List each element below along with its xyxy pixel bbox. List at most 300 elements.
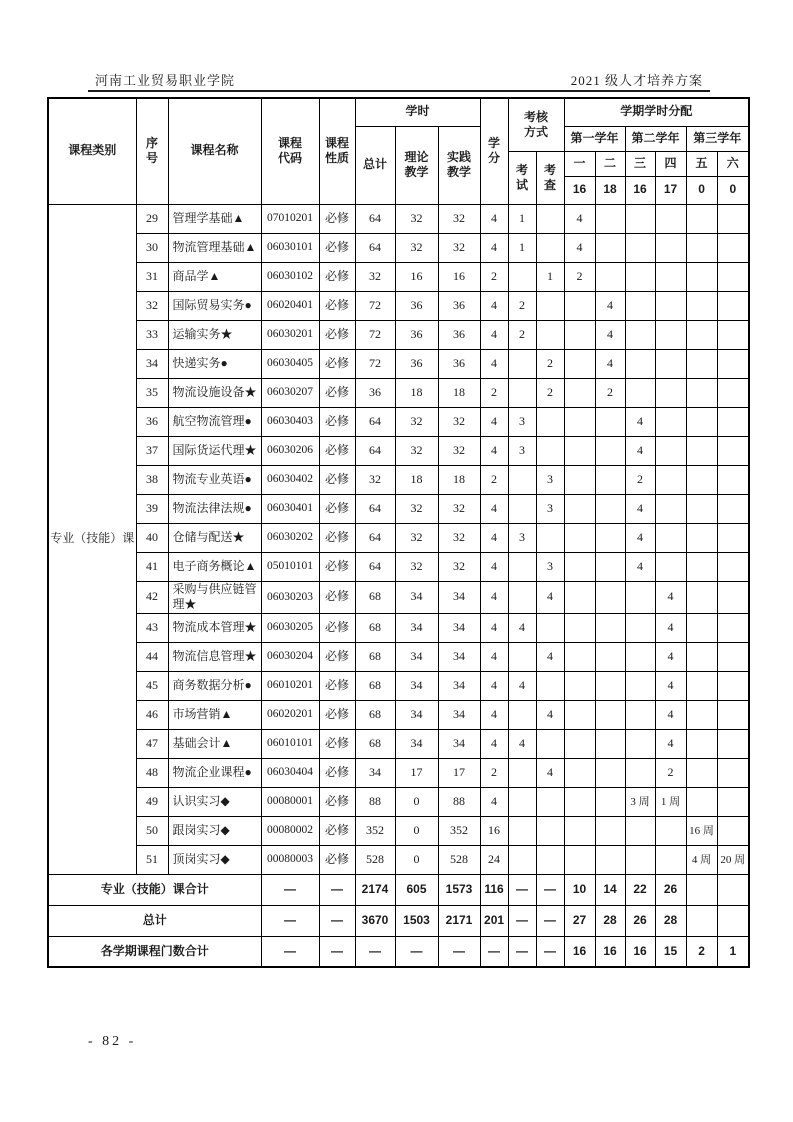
cell-s2	[595, 642, 625, 671]
cell-check	[536, 436, 564, 465]
cell-s1	[564, 581, 595, 613]
cell-s5	[686, 758, 717, 787]
cell-name: 电子商务概论▲	[168, 552, 261, 581]
cell-code: 06020401	[261, 291, 319, 320]
cell-exam: 4	[508, 671, 536, 700]
cell-credits: 4	[480, 436, 508, 465]
cell-total: 68	[355, 642, 395, 671]
cell-exam	[508, 465, 536, 494]
cell-credits: 2	[480, 758, 508, 787]
cell-seq: 41	[136, 552, 168, 581]
cell-seq: 31	[136, 262, 168, 291]
cell-name: 采购与供应链管理★	[168, 581, 261, 613]
cell-theory: 32	[395, 204, 438, 233]
cell-credits: 4	[480, 613, 508, 642]
cell-code: 06030102	[261, 262, 319, 291]
course-row	[48, 700, 749, 729]
cell-practice: 1573	[438, 874, 480, 905]
cell-nature: 必修	[319, 642, 355, 671]
header-semester-4: 四	[655, 151, 686, 176]
cell-total: 64	[355, 233, 395, 262]
cell-s3	[625, 729, 655, 758]
cell-seq: 30	[136, 233, 168, 262]
cell-nature: 必修	[319, 816, 355, 845]
cell-s3	[625, 671, 655, 700]
cell-code: 06030203	[261, 581, 319, 613]
header-weeks-6: 0	[717, 176, 749, 204]
cell-total: 352	[355, 816, 395, 845]
header-course-name: 课程名称	[168, 98, 261, 204]
cell-exam: 4	[508, 729, 536, 758]
cell-code: —	[261, 905, 319, 936]
cell-s5	[686, 204, 717, 233]
header-course-nature: 课程性质	[319, 98, 355, 204]
cell-check	[536, 671, 564, 700]
cell-total: 72	[355, 291, 395, 320]
header-credits: 学分	[480, 98, 508, 204]
cell-s5	[686, 494, 717, 523]
cell-s5	[686, 613, 717, 642]
cell-theory: 16	[395, 262, 438, 291]
cell-theory: 32	[395, 552, 438, 581]
table-header	[48, 98, 749, 204]
cell-s2	[595, 436, 625, 465]
cell-credits: 4	[480, 204, 508, 233]
cell-seq: 49	[136, 787, 168, 816]
cell-total: 68	[355, 581, 395, 613]
cell-s6	[717, 233, 749, 262]
header-weeks-2: 18	[595, 176, 625, 204]
cell-s6: 1	[717, 936, 749, 967]
cell-seq: 34	[136, 349, 168, 378]
cell-exam: 1	[508, 233, 536, 262]
course-row	[48, 320, 749, 349]
cell-name: 商务数据分析●	[168, 671, 261, 700]
cell-credits: —	[480, 936, 508, 967]
cell-s1	[564, 758, 595, 787]
cell-exam	[508, 845, 536, 874]
cell-s6: 20 周	[717, 845, 749, 874]
cell-s6	[717, 320, 749, 349]
cell-theory: 0	[395, 845, 438, 874]
cell-s5	[686, 378, 717, 407]
cell-s3: 4	[625, 407, 655, 436]
cell-credits: 4	[480, 320, 508, 349]
cell-theory: 605	[395, 874, 438, 905]
cell-check: 4	[536, 581, 564, 613]
cell-s4	[655, 233, 686, 262]
cell-s3	[625, 320, 655, 349]
course-row	[48, 378, 749, 407]
cell-s1	[564, 407, 595, 436]
cell-name: 商品学▲	[168, 262, 261, 291]
cell-practice: 18	[438, 465, 480, 494]
cell-s1	[564, 729, 595, 758]
cell-nature: 必修	[319, 494, 355, 523]
cell-practice: 32	[438, 233, 480, 262]
cell-name: 物流专业英语●	[168, 465, 261, 494]
summary-row	[48, 874, 749, 905]
cell-s2	[595, 494, 625, 523]
cell-practice: 2171	[438, 905, 480, 936]
cell-seq: 50	[136, 816, 168, 845]
cell-nature: 必修	[319, 700, 355, 729]
cell-seq: 33	[136, 320, 168, 349]
cell-s2	[595, 523, 625, 552]
cell-exam	[508, 378, 536, 407]
cell-s1	[564, 349, 595, 378]
cell-s5	[686, 436, 717, 465]
cell-name: 认识实习◆	[168, 787, 261, 816]
cell-check	[536, 816, 564, 845]
cell-nature: 必修	[319, 320, 355, 349]
cell-credits: 4	[480, 523, 508, 552]
cell-total: 32	[355, 262, 395, 291]
cell-practice: 32	[438, 552, 480, 581]
cell-s3	[625, 845, 655, 874]
cell-exam	[508, 816, 536, 845]
cell-s4: 4	[655, 729, 686, 758]
cell-check: 4	[536, 700, 564, 729]
cell-s6	[717, 552, 749, 581]
cell-s5	[686, 729, 717, 758]
cell-exam	[508, 494, 536, 523]
header-year2: 第二学年	[625, 126, 686, 151]
plan-title: 2021 级人才培养方案	[570, 73, 703, 88]
cell-nature: 必修	[319, 233, 355, 262]
cell-name: 国际贸易实务●	[168, 291, 261, 320]
cell-s5	[686, 320, 717, 349]
cell-s4: 4	[655, 700, 686, 729]
page-number: - 82 -	[88, 1034, 137, 1049]
cell-s1	[564, 845, 595, 874]
cell-seq: 36	[136, 407, 168, 436]
cell-credits: 24	[480, 845, 508, 874]
header-weeks-4: 17	[655, 176, 686, 204]
cell-credits: 4	[480, 407, 508, 436]
cell-seq: 29	[136, 204, 168, 233]
cell-code: 00080003	[261, 845, 319, 874]
cell-s2	[595, 581, 625, 613]
cell-check: 3	[536, 494, 564, 523]
course-row	[48, 758, 749, 787]
cell-theory: 32	[395, 523, 438, 552]
cell-s3: 4	[625, 552, 655, 581]
cell-s2	[595, 204, 625, 233]
header-hours-group: 学时	[355, 98, 480, 126]
cell-s4	[655, 523, 686, 552]
curriculum-table	[47, 97, 750, 968]
cell-name: 物流法律法规●	[168, 494, 261, 523]
cell-s2: 2	[595, 378, 625, 407]
cell-check	[536, 845, 564, 874]
cell-credits: 4	[480, 787, 508, 816]
cell-practice: 36	[438, 349, 480, 378]
cell-total: 64	[355, 552, 395, 581]
cell-practice: 34	[438, 729, 480, 758]
cell-check	[536, 233, 564, 262]
cell-code: 06010201	[261, 671, 319, 700]
cell-s6	[717, 494, 749, 523]
cell-s3	[625, 204, 655, 233]
cell-s6	[717, 378, 749, 407]
cell-total: 64	[355, 436, 395, 465]
cell-theory: 36	[395, 349, 438, 378]
cell-name: 物流企业课程●	[168, 758, 261, 787]
cell-practice: —	[438, 936, 480, 967]
cell-code: 07010201	[261, 204, 319, 233]
cell-check	[536, 787, 564, 816]
course-row	[48, 581, 749, 613]
cell-s4: 26	[655, 874, 686, 905]
cell-check: —	[536, 936, 564, 967]
course-row	[48, 671, 749, 700]
cell-check	[536, 320, 564, 349]
cell-nature: 必修	[319, 613, 355, 642]
cell-nature: 必修	[319, 758, 355, 787]
cell-s5	[686, 233, 717, 262]
cell-code: 06030204	[261, 642, 319, 671]
cell-s5	[686, 349, 717, 378]
cell-practice: 88	[438, 787, 480, 816]
cell-s6	[717, 642, 749, 671]
cell-nature: 必修	[319, 436, 355, 465]
cell-s3: 4	[625, 494, 655, 523]
cell-seq: 37	[136, 436, 168, 465]
cell-code: 06030403	[261, 407, 319, 436]
cell-s1	[564, 552, 595, 581]
cell-s4	[655, 378, 686, 407]
cell-exam	[508, 349, 536, 378]
cell-credits: 2	[480, 378, 508, 407]
cell-s6	[717, 874, 749, 905]
cell-s4: 4	[655, 613, 686, 642]
cell-s3	[625, 262, 655, 291]
cell-s6	[717, 905, 749, 936]
cell-s1	[564, 378, 595, 407]
cell-s4: 4	[655, 581, 686, 613]
header-rule	[88, 90, 710, 92]
course-row	[48, 233, 749, 262]
header-year1: 第一学年	[564, 126, 625, 151]
cell-s2	[595, 552, 625, 581]
cell-s3	[625, 349, 655, 378]
cell-exam	[508, 642, 536, 671]
cell-theory: 34	[395, 729, 438, 758]
cell-nature: —	[319, 874, 355, 905]
cell-name: 顶岗实习◆	[168, 845, 261, 874]
cell-s6	[717, 700, 749, 729]
cell-exam	[508, 552, 536, 581]
cell-credits: 201	[480, 905, 508, 936]
cell-practice: 32	[438, 436, 480, 465]
cell-s1	[564, 671, 595, 700]
cell-total: 3670	[355, 905, 395, 936]
header-assessment-group: 考核方式	[508, 98, 564, 151]
cell-nature: 必修	[319, 204, 355, 233]
cell-s1	[564, 523, 595, 552]
cell-exam: 3	[508, 523, 536, 552]
cell-exam	[508, 262, 536, 291]
cell-total: 64	[355, 407, 395, 436]
cell-s6	[717, 787, 749, 816]
course-row	[48, 816, 749, 845]
cell-s3	[625, 581, 655, 613]
cell-s2	[595, 787, 625, 816]
cell-total: 64	[355, 204, 395, 233]
header-semester-5: 五	[686, 151, 717, 176]
cell-total: 2174	[355, 874, 395, 905]
cell-exam: —	[508, 874, 536, 905]
cell-check: —	[536, 874, 564, 905]
cell-credits: 4	[480, 700, 508, 729]
cell-credits: 16	[480, 816, 508, 845]
cell-total: 68	[355, 613, 395, 642]
course-row	[48, 494, 749, 523]
cell-code: —	[261, 874, 319, 905]
cell-s1: 4	[564, 204, 595, 233]
summary-row	[48, 936, 749, 967]
cell-s3: 22	[625, 874, 655, 905]
cell-s5	[686, 291, 717, 320]
cell-s5	[686, 465, 717, 494]
cell-nature: 必修	[319, 581, 355, 613]
header-seq: 序号	[136, 98, 168, 204]
cell-total: 34	[355, 758, 395, 787]
header-hours-total: 总计	[355, 126, 395, 204]
header-course-code: 课程代码	[261, 98, 319, 204]
cell-check: 3	[536, 552, 564, 581]
cell-s1: 10	[564, 874, 595, 905]
cell-s2: 28	[595, 905, 625, 936]
cell-s6	[717, 671, 749, 700]
cell-s6	[717, 349, 749, 378]
cell-exam: 1	[508, 204, 536, 233]
header-weeks-1: 16	[564, 176, 595, 204]
cell-seq: 43	[136, 613, 168, 642]
cell-s4	[655, 262, 686, 291]
school-name: 河南工业贸易职业学院	[95, 73, 236, 88]
course-row	[48, 845, 749, 874]
header-hours-practice: 实践教学	[438, 126, 480, 204]
cell-check: —	[536, 905, 564, 936]
cell-total: 68	[355, 671, 395, 700]
cell-s2: 4	[595, 320, 625, 349]
cell-nature: 必修	[319, 552, 355, 581]
cell-s5: 4 周	[686, 845, 717, 874]
cell-theory: 17	[395, 758, 438, 787]
table-body	[48, 204, 749, 967]
cell-s2: 16	[595, 936, 625, 967]
cell-credits: 4	[480, 581, 508, 613]
cell-total: 68	[355, 700, 395, 729]
cell-total: 64	[355, 523, 395, 552]
header-weeks-5: 0	[686, 176, 717, 204]
header-semester-6: 六	[717, 151, 749, 176]
cell-practice: 34	[438, 642, 480, 671]
cell-s5	[686, 874, 717, 905]
cell-s5	[686, 407, 717, 436]
cell-s4: 4	[655, 642, 686, 671]
cell-nature: 必修	[319, 845, 355, 874]
course-row	[48, 523, 749, 552]
cell-name: 跟岗实习◆	[168, 816, 261, 845]
cell-s6	[717, 816, 749, 845]
cell-code: 06030205	[261, 613, 319, 642]
cell-name: 物流成本管理★	[168, 613, 261, 642]
cell-s1	[564, 465, 595, 494]
cell-name: 运输实务★	[168, 320, 261, 349]
cell-practice: 34	[438, 613, 480, 642]
cell-practice: 34	[438, 581, 480, 613]
cell-credits: 4	[480, 494, 508, 523]
course-row	[48, 349, 749, 378]
cell-s5	[686, 671, 717, 700]
cell-exam	[508, 700, 536, 729]
cell-s4: 28	[655, 905, 686, 936]
course-row	[48, 436, 749, 465]
cell-s1	[564, 613, 595, 642]
cell-total: 36	[355, 378, 395, 407]
cell-check: 4	[536, 642, 564, 671]
cell-code: 00080002	[261, 816, 319, 845]
cell-theory: 32	[395, 233, 438, 262]
cell-practice: 32	[438, 407, 480, 436]
cell-credits: 4	[480, 233, 508, 262]
cell-practice: 18	[438, 378, 480, 407]
cell-check	[536, 291, 564, 320]
cell-theory: 32	[395, 407, 438, 436]
cell-code: 06030202	[261, 523, 319, 552]
cell-nature: 必修	[319, 465, 355, 494]
cell-theory: 34	[395, 642, 438, 671]
cell-s1: 4	[564, 233, 595, 262]
course-row	[48, 262, 749, 291]
cell-s2	[595, 700, 625, 729]
cell-code: 06020201	[261, 700, 319, 729]
cell-s5	[686, 581, 717, 613]
header-semester-1: 一	[564, 151, 595, 176]
cell-s5: 2	[686, 936, 717, 967]
cell-s3: 16	[625, 936, 655, 967]
cell-nature: 必修	[319, 378, 355, 407]
cell-s1	[564, 494, 595, 523]
cell-s5	[686, 905, 717, 936]
cell-s1	[564, 320, 595, 349]
cell-credits: 4	[480, 552, 508, 581]
cell-s3	[625, 642, 655, 671]
cell-exam: 4	[508, 613, 536, 642]
cell-s2: 14	[595, 874, 625, 905]
cell-nature: 必修	[319, 523, 355, 552]
cell-theory: —	[395, 936, 438, 967]
cell-s2	[595, 729, 625, 758]
cell-practice: 34	[438, 671, 480, 700]
header-course-category: 课程类别	[48, 98, 136, 204]
cell-practice: 352	[438, 816, 480, 845]
summary-label: 专业（技能）课合计	[48, 874, 261, 905]
cell-practice: 32	[438, 494, 480, 523]
cell-practice: 17	[438, 758, 480, 787]
cell-s6	[717, 465, 749, 494]
cell-code: 06030207	[261, 378, 319, 407]
cell-code: 00080001	[261, 787, 319, 816]
course-row	[48, 642, 749, 671]
cell-theory: 34	[395, 671, 438, 700]
cell-s4	[655, 494, 686, 523]
course-row	[48, 204, 749, 233]
cell-theory: 34	[395, 700, 438, 729]
